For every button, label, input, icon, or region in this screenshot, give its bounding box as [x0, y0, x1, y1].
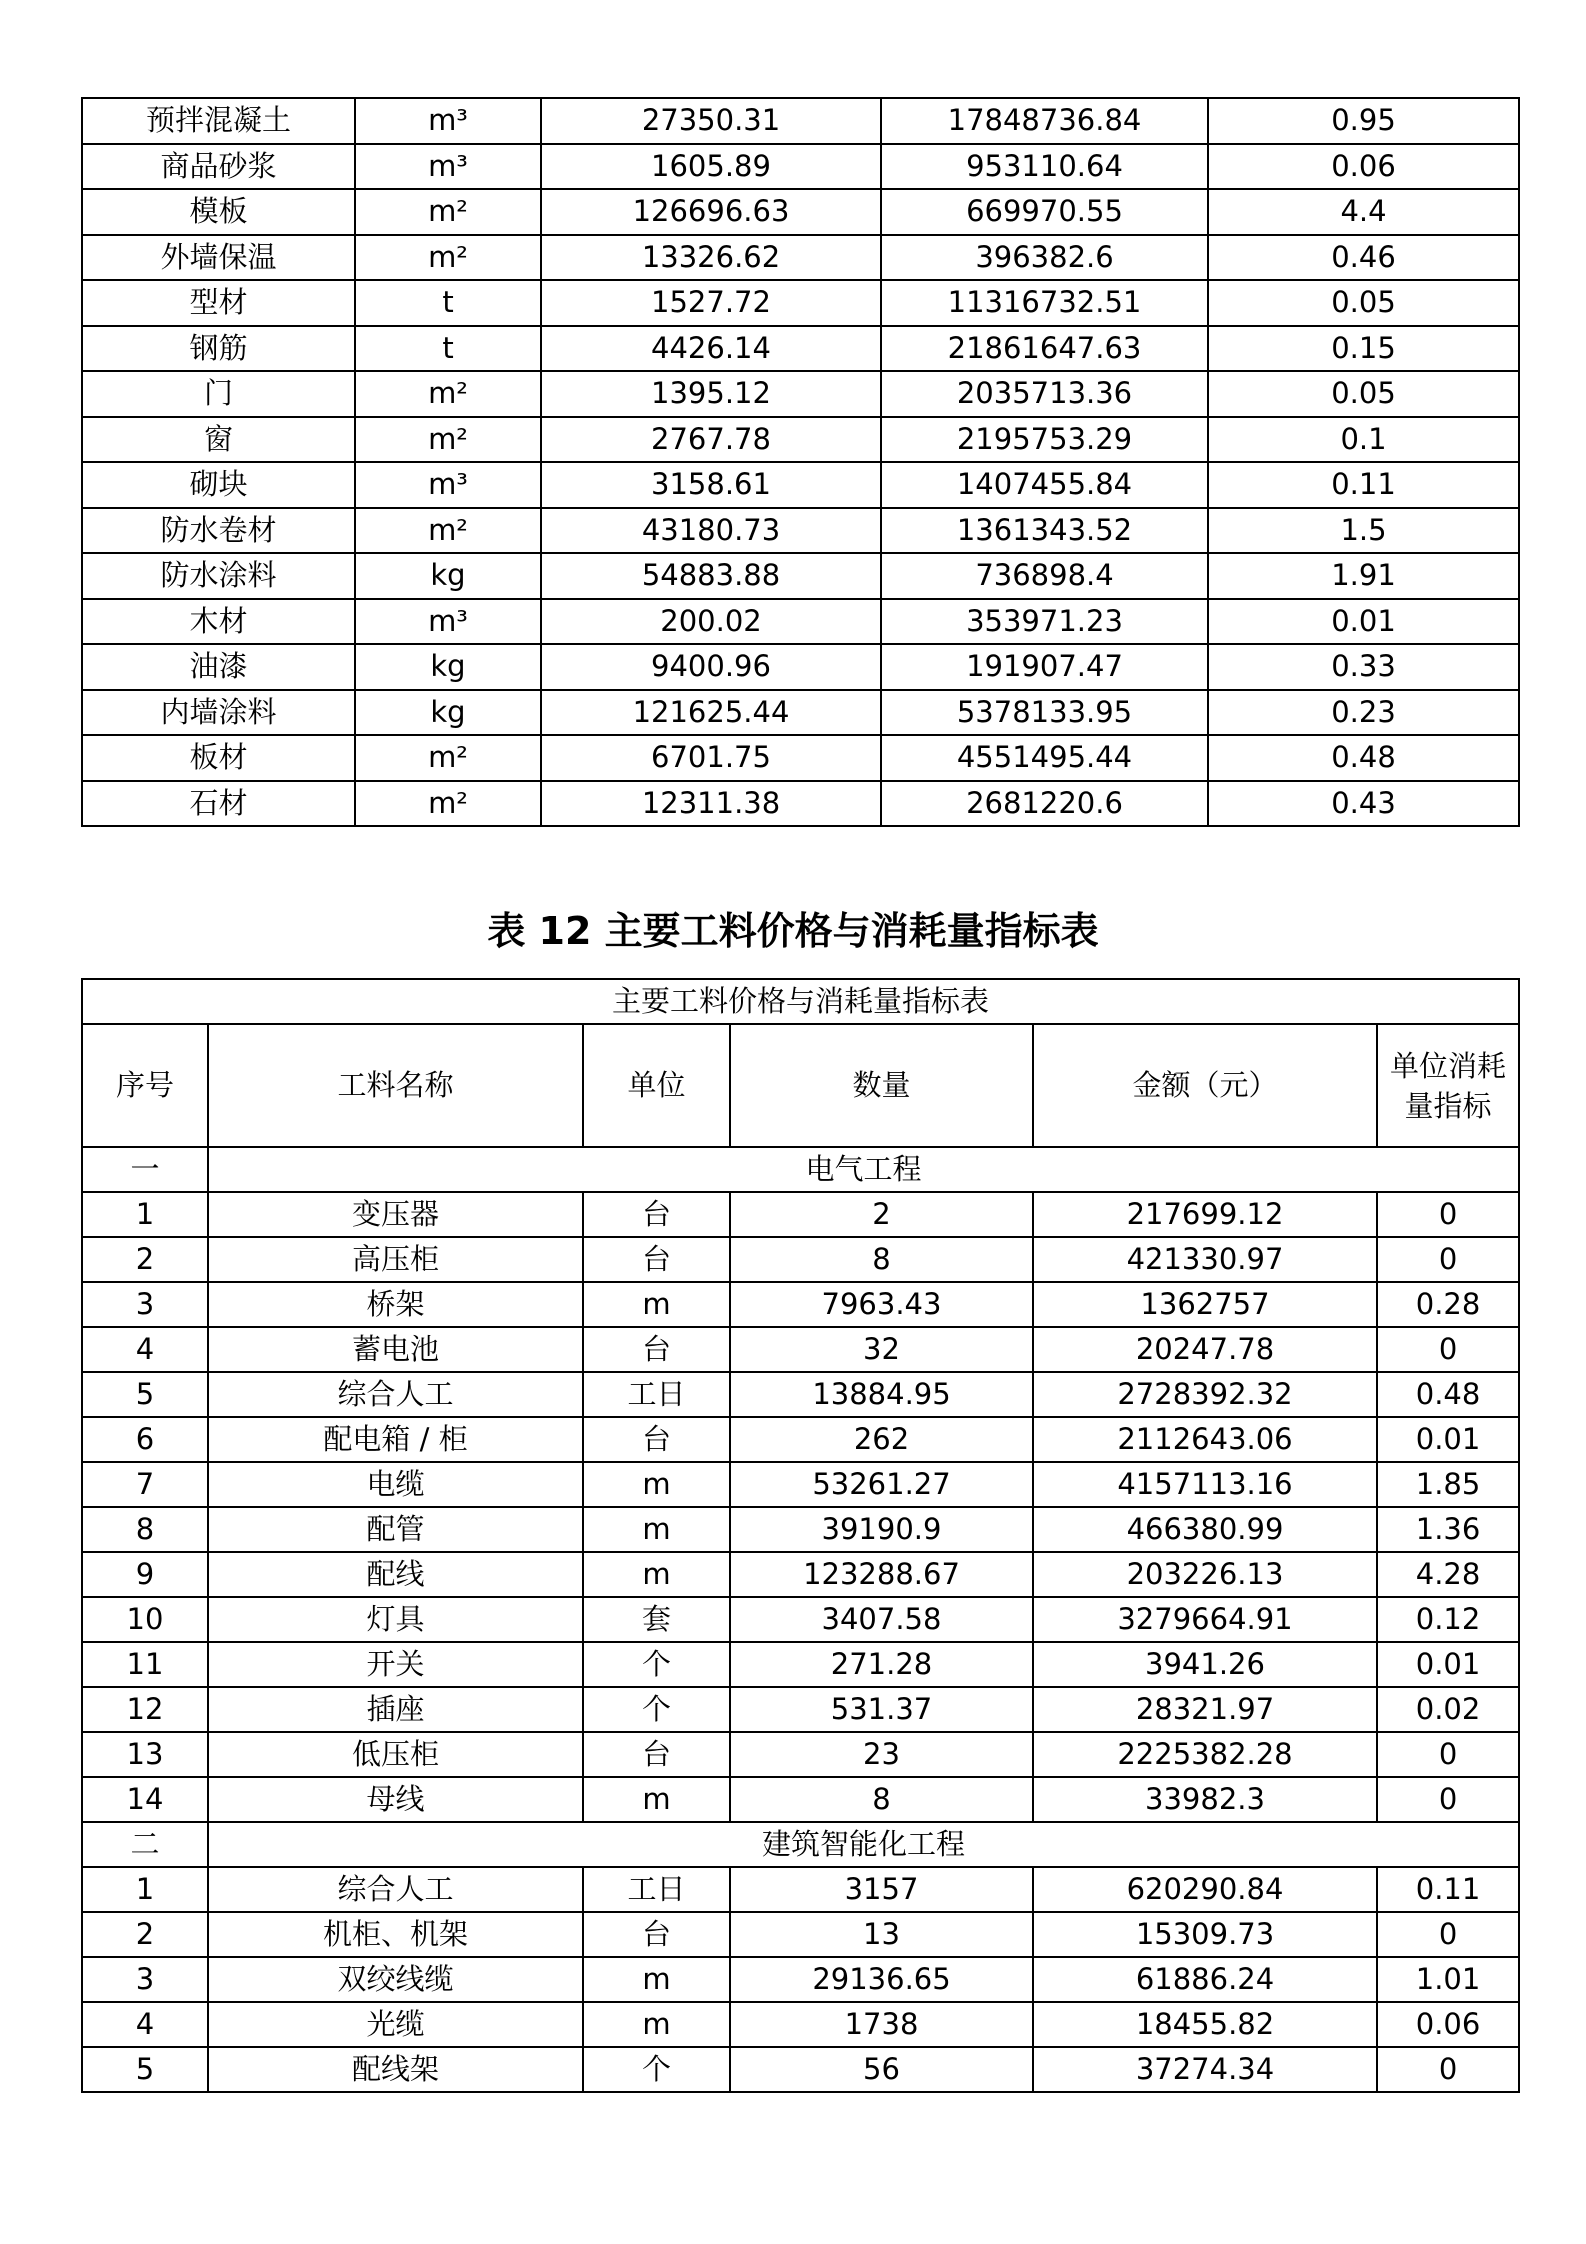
- quantity-cell: 8: [730, 1777, 1033, 1822]
- unit-cell: kg: [355, 644, 541, 690]
- quantity-cell: 43180.73: [541, 508, 881, 554]
- row-number-cell: 4: [82, 1327, 208, 1372]
- quantity-cell: 7963.43: [730, 1282, 1033, 1327]
- amount-cell: 421330.97: [1033, 1237, 1377, 1282]
- table-row: [82, 235, 1519, 281]
- table-row: [82, 417, 1519, 463]
- material-name-cell: 综合人工: [208, 1372, 583, 1417]
- table-row: [82, 1867, 1519, 1912]
- unit-cell: m³: [355, 144, 541, 190]
- quantity-cell: 271.28: [730, 1642, 1033, 1687]
- table-row: [82, 553, 1519, 599]
- quantity-cell: 531.37: [730, 1687, 1033, 1732]
- amount-cell: 2225382.28: [1033, 1732, 1377, 1777]
- row-number-cell: 11: [82, 1642, 208, 1687]
- material-name-cell: 内墙涂料: [82, 690, 355, 736]
- consumption-index-cell: 0.33: [1208, 644, 1519, 690]
- quantity-cell: 27350.31: [541, 98, 881, 144]
- consumption-index-cell: 0.06: [1208, 144, 1519, 190]
- consumption-index-cell: 4.28: [1377, 1552, 1519, 1597]
- unit-cell: m²: [355, 417, 541, 463]
- table-row: [82, 1687, 1519, 1732]
- consumption-index-cell: 0.95: [1208, 98, 1519, 144]
- material-name-cell: 综合人工: [208, 1867, 583, 1912]
- table-row: [82, 508, 1519, 554]
- unit-cell: m: [583, 1507, 730, 1552]
- unit-cell: 台: [583, 1732, 730, 1777]
- consumption-index-cell: 0.05: [1208, 371, 1519, 417]
- unit-cell: m³: [355, 599, 541, 645]
- consumption-index-cell: 0: [1377, 1912, 1519, 1957]
- material-name-cell: 桥架: [208, 1282, 583, 1327]
- header-qty: 数量: [730, 1024, 1033, 1147]
- row-number-cell: 12: [82, 1687, 208, 1732]
- consumption-index-cell: 1.01: [1377, 1957, 1519, 2002]
- table-row: [82, 1282, 1519, 1327]
- material-name-cell: 钢筋: [82, 326, 355, 372]
- material-name-cell: 防水涂料: [82, 553, 355, 599]
- unit-cell: 台: [583, 1417, 730, 1462]
- material-name-cell: 双绞线缆: [208, 1957, 583, 2002]
- material-name-cell: 油漆: [82, 644, 355, 690]
- quantity-cell: 123288.67: [730, 1552, 1033, 1597]
- table-row: [82, 1912, 1519, 1957]
- unit-cell: m: [583, 1957, 730, 2002]
- material-name-cell: 配管: [208, 1507, 583, 1552]
- table-row: [82, 189, 1519, 235]
- table-row: [82, 1237, 1519, 1282]
- unit-cell: 工日: [583, 1867, 730, 1912]
- material-name-cell: 低压柜: [208, 1732, 583, 1777]
- table-row: [82, 735, 1519, 781]
- table-12-body: [82, 979, 1519, 2092]
- material-name-cell: 插座: [208, 1687, 583, 1732]
- material-name-cell: 配线架: [208, 2047, 583, 2092]
- material-name-cell: 板材: [82, 735, 355, 781]
- material-name-cell: 电缆: [208, 1462, 583, 1507]
- unit-cell: t: [355, 326, 541, 372]
- consumption-index-cell: 0.1: [1208, 417, 1519, 463]
- table-row: [82, 1417, 1519, 1462]
- material-consumption-table-continued: [81, 97, 1520, 827]
- amount-cell: 2035713.36: [881, 371, 1208, 417]
- quantity-cell: 32: [730, 1327, 1033, 1372]
- row-number-cell: 2: [82, 1237, 208, 1282]
- unit-cell: m²: [355, 781, 541, 827]
- quantity-cell: 23: [730, 1732, 1033, 1777]
- unit-cell: 套: [583, 1597, 730, 1642]
- consumption-index-cell: 0.23: [1208, 690, 1519, 736]
- material-name-cell: 砌块: [82, 462, 355, 508]
- quantity-cell: 9400.96: [541, 644, 881, 690]
- row-number-cell: 6: [82, 1417, 208, 1462]
- unit-cell: 台: [583, 1192, 730, 1237]
- unit-cell: m³: [355, 98, 541, 144]
- header-index: 单位消耗量指标: [1377, 1024, 1519, 1147]
- amount-cell: 2681220.6: [881, 781, 1208, 827]
- section-row: [82, 1147, 1519, 1192]
- table-row: [82, 1462, 1519, 1507]
- amount-cell: 5378133.95: [881, 690, 1208, 736]
- unit-cell: 台: [583, 1237, 730, 1282]
- quantity-cell: 13: [730, 1912, 1033, 1957]
- table-row: [82, 1642, 1519, 1687]
- header-unit: 单位: [583, 1024, 730, 1147]
- material-name-cell: 灯具: [208, 1597, 583, 1642]
- material-name-cell: 商品砂浆: [82, 144, 355, 190]
- quantity-cell: 39190.9: [730, 1507, 1033, 1552]
- quantity-cell: 121625.44: [541, 690, 881, 736]
- unit-cell: kg: [355, 690, 541, 736]
- amount-cell: 466380.99: [1033, 1507, 1377, 1552]
- consumption-index-cell: 0.12: [1377, 1597, 1519, 1642]
- consumption-index-cell: 0: [1377, 1327, 1519, 1372]
- unit-cell: m: [583, 1462, 730, 1507]
- table-row: [82, 1507, 1519, 1552]
- row-number-cell: 1: [82, 1192, 208, 1237]
- quantity-cell: 1738: [730, 2002, 1033, 2047]
- amount-cell: 3941.26: [1033, 1642, 1377, 1687]
- quantity-cell: 13884.95: [730, 1372, 1033, 1417]
- material-name-cell: 窗: [82, 417, 355, 463]
- amount-cell: 21861647.63: [881, 326, 1208, 372]
- consumption-index-cell: 0: [1377, 2047, 1519, 2092]
- material-name-cell: 变压器: [208, 1192, 583, 1237]
- unit-cell: 工日: [583, 1372, 730, 1417]
- unit-cell: m³: [355, 462, 541, 508]
- row-number-cell: 2: [82, 1912, 208, 1957]
- table-row: [82, 599, 1519, 645]
- row-number-cell: 7: [82, 1462, 208, 1507]
- quantity-cell: 29136.65: [730, 1957, 1033, 2002]
- unit-cell: m²: [355, 235, 541, 281]
- quantity-cell: 262: [730, 1417, 1033, 1462]
- quantity-cell: 200.02: [541, 599, 881, 645]
- unit-cell: kg: [355, 553, 541, 599]
- row-number-cell: 14: [82, 1777, 208, 1822]
- material-name-cell: 高压柜: [208, 1237, 583, 1282]
- amount-cell: 15309.73: [1033, 1912, 1377, 1957]
- unit-cell: t: [355, 280, 541, 326]
- consumption-index-cell: 1.36: [1377, 1507, 1519, 1552]
- unit-cell: 个: [583, 1687, 730, 1732]
- quantity-cell: 3407.58: [730, 1597, 1033, 1642]
- amount-cell: 33982.3: [1033, 1777, 1377, 1822]
- consumption-index-cell: 0.28: [1377, 1282, 1519, 1327]
- table-12-caption-row: [82, 979, 1519, 1024]
- amount-cell: 3279664.91: [1033, 1597, 1377, 1642]
- consumption-index-cell: 0.06: [1377, 2002, 1519, 2047]
- quantity-cell: 3157: [730, 1867, 1033, 1912]
- amount-cell: 37274.34: [1033, 2047, 1377, 2092]
- quantity-cell: 6701.75: [541, 735, 881, 781]
- unit-cell: m: [583, 2002, 730, 2047]
- unit-cell: m: [583, 1552, 730, 1597]
- table-row: [82, 2047, 1519, 2092]
- quantity-cell: 56: [730, 2047, 1033, 2092]
- material-name-cell: 母线: [208, 1777, 583, 1822]
- row-number-cell: 3: [82, 1957, 208, 2002]
- quantity-cell: 126696.63: [541, 189, 881, 235]
- table-row: [82, 1192, 1519, 1237]
- amount-cell: 217699.12: [1033, 1192, 1377, 1237]
- amount-cell: 11316732.51: [881, 280, 1208, 326]
- unit-cell: 台: [583, 1912, 730, 1957]
- material-table-body: [82, 98, 1519, 826]
- table-row: [82, 1327, 1519, 1372]
- unit-cell: 台: [583, 1327, 730, 1372]
- table-row: [82, 1597, 1519, 1642]
- amount-cell: 28321.97: [1033, 1687, 1377, 1732]
- section-title-cell: 建筑智能化工程: [208, 1822, 1519, 1867]
- table-row: [82, 1957, 1519, 2002]
- consumption-index-cell: 0: [1377, 1732, 1519, 1777]
- consumption-index-cell: 0: [1377, 1192, 1519, 1237]
- amount-cell: 1361343.52: [881, 508, 1208, 554]
- consumption-index-cell: 1.5: [1208, 508, 1519, 554]
- amount-cell: 736898.4: [881, 553, 1208, 599]
- section-row: [82, 1822, 1519, 1867]
- table-row: [82, 280, 1519, 326]
- consumption-index-cell: 0.43: [1208, 781, 1519, 827]
- consumption-index-cell: 0.48: [1208, 735, 1519, 781]
- amount-cell: 353971.23: [881, 599, 1208, 645]
- amount-cell: 4551495.44: [881, 735, 1208, 781]
- row-number-cell: 5: [82, 1372, 208, 1417]
- table-12-caption: 主要工料价格与消耗量指标表: [82, 979, 1519, 1024]
- quantity-cell: 2: [730, 1192, 1033, 1237]
- consumption-index-cell: 0.15: [1208, 326, 1519, 372]
- section-title-cell: 电气工程: [208, 1147, 1519, 1192]
- consumption-index-cell: 4.4: [1208, 189, 1519, 235]
- table-row: [82, 1777, 1519, 1822]
- table-row: [82, 462, 1519, 508]
- amount-cell: 620290.84: [1033, 1867, 1377, 1912]
- consumption-index-cell: 1.85: [1377, 1462, 1519, 1507]
- amount-cell: 2112643.06: [1033, 1417, 1377, 1462]
- material-name-cell: 蓄电池: [208, 1327, 583, 1372]
- amount-cell: 669970.55: [881, 189, 1208, 235]
- amount-cell: 2728392.32: [1033, 1372, 1377, 1417]
- amount-cell: 1362757: [1033, 1282, 1377, 1327]
- amount-cell: 4157113.16: [1033, 1462, 1377, 1507]
- table-12-header-row: [82, 1024, 1519, 1147]
- quantity-cell: 53261.27: [730, 1462, 1033, 1507]
- consumption-index-cell: 0: [1377, 1777, 1519, 1822]
- consumption-index-cell: 0.05: [1208, 280, 1519, 326]
- amount-cell: 953110.64: [881, 144, 1208, 190]
- consumption-index-cell: 0.11: [1208, 462, 1519, 508]
- unit-cell: m²: [355, 508, 541, 554]
- table-row: [82, 326, 1519, 372]
- unit-cell: 个: [583, 2047, 730, 2092]
- consumption-index-cell: 0.02: [1377, 1687, 1519, 1732]
- table-row: [82, 644, 1519, 690]
- row-number-cell: 13: [82, 1732, 208, 1777]
- material-name-cell: 机柜、机架: [208, 1912, 583, 1957]
- section-number-cell: 二: [82, 1822, 208, 1867]
- material-name-cell: 配电箱 / 柜: [208, 1417, 583, 1462]
- row-number-cell: 10: [82, 1597, 208, 1642]
- consumption-index-cell: 0.48: [1377, 1372, 1519, 1417]
- material-name-cell: 外墙保温: [82, 235, 355, 281]
- consumption-index-cell: 0.01: [1208, 599, 1519, 645]
- row-number-cell: 3: [82, 1282, 208, 1327]
- table-row: [82, 1552, 1519, 1597]
- material-name-cell: 木材: [82, 599, 355, 645]
- amount-cell: 1407455.84: [881, 462, 1208, 508]
- row-number-cell: 8: [82, 1507, 208, 1552]
- consumption-index-cell: 1.91: [1208, 553, 1519, 599]
- amount-cell: 18455.82: [1033, 2002, 1377, 2047]
- material-name-cell: 配线: [208, 1552, 583, 1597]
- quantity-cell: 1605.89: [541, 144, 881, 190]
- quantity-cell: 13326.62: [541, 235, 881, 281]
- material-name-cell: 防水卷材: [82, 508, 355, 554]
- quantity-cell: 12311.38: [541, 781, 881, 827]
- quantity-cell: 3158.61: [541, 462, 881, 508]
- material-name-cell: 型材: [82, 280, 355, 326]
- unit-cell: m²: [355, 189, 541, 235]
- table-row: [82, 781, 1519, 827]
- table-row: [82, 371, 1519, 417]
- quantity-cell: 1395.12: [541, 371, 881, 417]
- row-number-cell: 9: [82, 1552, 208, 1597]
- material-name-cell: 光缆: [208, 2002, 583, 2047]
- unit-cell: m²: [355, 735, 541, 781]
- consumption-index-cell: 0: [1377, 1237, 1519, 1282]
- consumption-index-cell: 0.01: [1377, 1417, 1519, 1462]
- table-row: [82, 690, 1519, 736]
- quantity-cell: 4426.14: [541, 326, 881, 372]
- material-name-cell: 开关: [208, 1642, 583, 1687]
- amount-cell: 17848736.84: [881, 98, 1208, 144]
- header-no: 序号: [82, 1024, 208, 1147]
- table-row: [82, 144, 1519, 190]
- amount-cell: 2195753.29: [881, 417, 1208, 463]
- quantity-cell: 1527.72: [541, 280, 881, 326]
- amount-cell: 20247.78: [1033, 1327, 1377, 1372]
- table-row: [82, 98, 1519, 144]
- header-amount: 金额（元）: [1033, 1024, 1377, 1147]
- amount-cell: 61886.24: [1033, 1957, 1377, 2002]
- unit-cell: m²: [355, 371, 541, 417]
- consumption-index-cell: 0.11: [1377, 1867, 1519, 1912]
- table-row: [82, 2002, 1519, 2047]
- quantity-cell: 2767.78: [541, 417, 881, 463]
- section-number-cell: 一: [82, 1147, 208, 1192]
- amount-cell: 203226.13: [1033, 1552, 1377, 1597]
- amount-cell: 396382.6: [881, 235, 1208, 281]
- table-row: [82, 1372, 1519, 1417]
- unit-cell: 个: [583, 1642, 730, 1687]
- row-number-cell: 1: [82, 1867, 208, 1912]
- table-12-title: 表 12 主要工料价格与消耗量指标表: [487, 909, 1099, 953]
- row-number-cell: 5: [82, 2047, 208, 2092]
- amount-cell: 191907.47: [881, 644, 1208, 690]
- material-name-cell: 预拌混凝土: [82, 98, 355, 144]
- unit-cell: m: [583, 1777, 730, 1822]
- quantity-cell: 54883.88: [541, 553, 881, 599]
- consumption-index-cell: 0.46: [1208, 235, 1519, 281]
- material-name-cell: 门: [82, 371, 355, 417]
- material-name-cell: 模板: [82, 189, 355, 235]
- table-row: [82, 1732, 1519, 1777]
- quantity-cell: 8: [730, 1237, 1033, 1282]
- table-12: [81, 978, 1520, 2093]
- material-name-cell: 石材: [82, 781, 355, 827]
- consumption-index-cell: 0.01: [1377, 1642, 1519, 1687]
- header-name: 工料名称: [208, 1024, 583, 1147]
- unit-cell: m: [583, 1282, 730, 1327]
- row-number-cell: 4: [82, 2002, 208, 2047]
